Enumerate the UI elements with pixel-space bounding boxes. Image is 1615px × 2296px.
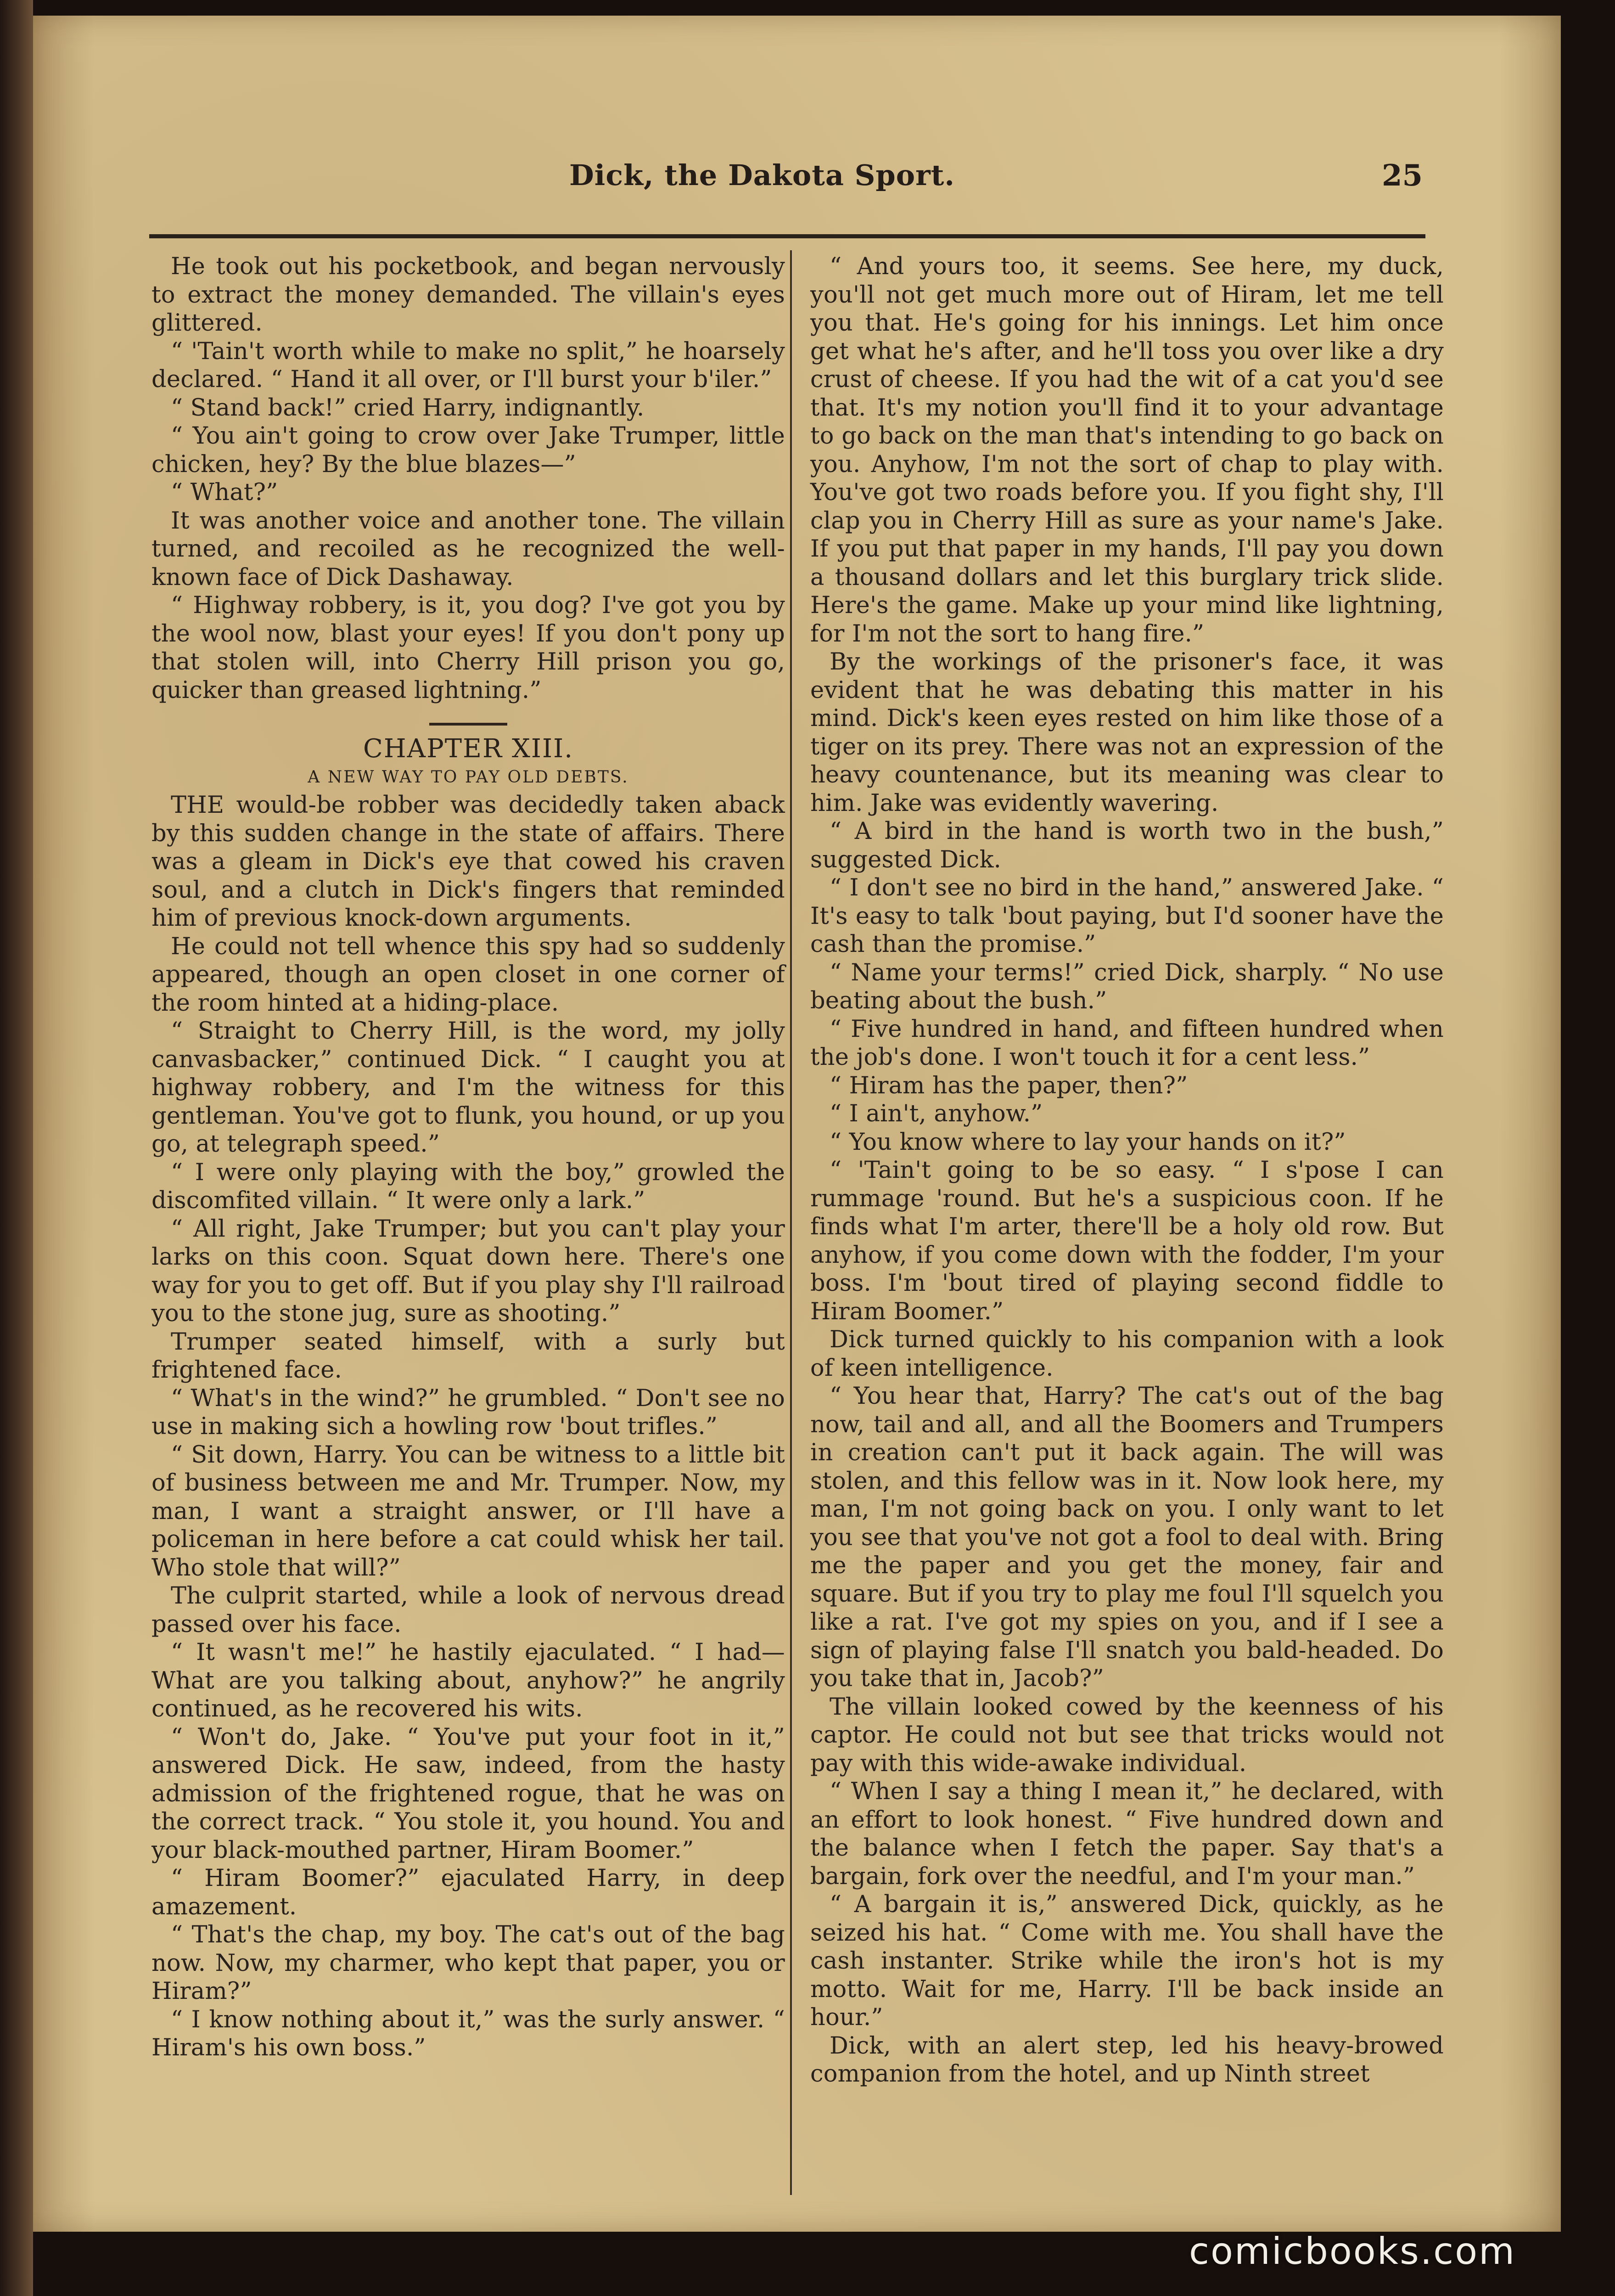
- paragraph: He could not tell whence this spy had so suddenly appeared, though an open closet in one corner of the room hinted at a hiding-place.: [151, 933, 785, 1017]
- paragraph: “ All right, Jake Trumper; but you can't play your larks on this coon. Squat down here. There's one way for you to get off. But if you play shy I'll railroad you to the stone jug, sure as shooting.”: [151, 1215, 785, 1327]
- paragraph: Trumper seated himself, with a surly but frightened face.: [151, 1328, 785, 1384]
- paragraph: “ Stand back!” cried Harry, indignantly.: [171, 394, 645, 422]
- paragraph: “ Hiram has the paper, then?”: [830, 1072, 1188, 1099]
- paragraph: “ What's in the wind?” he grumbled. “ Don't see no use in making sich a howling row 'bout trifles.”: [151, 1384, 785, 1440]
- paragraph: “ 'Tain't worth while to make no split,” he hoarsely declared. “ Hand it all over, or I'll burst your b'iler.”: [151, 338, 785, 393]
- paragraph: Dick turned quickly to his companion with a look of keen intelligence.: [810, 1326, 1444, 1382]
- chapter-subtitle: A NEW WAY TO PAY OLD DEBTS.: [308, 767, 629, 787]
- book-spine-edge: [0, 0, 33, 2296]
- left-column: [151, 253, 785, 2181]
- chapter-title: CHAPTER XIII.: [363, 734, 574, 764]
- paragraph: “ When I say a thing I mean it,” he declared, with an effort to look honest. “ Five hundred down and the balance when I fetch the paper. Say that's a bargain, fork over the needful, and I'm your man.”: [810, 1778, 1444, 1890]
- paragraph: “ 'Tain't going to be so easy. “ I s'pose I can rummage 'round. But he's a suspicious coon. If he finds what I'm arter, there'll be a holy old row. But anyhow, if you come down with the fodder, I'm your boss. I'm 'bout tired of playing second fiddle to Hiram Boomer.”: [810, 1157, 1444, 1325]
- paragraph: “ And yours too, it seems. See here, my duck, you'll not get much more out of Hiram, let me tell you that. He's going for his innings. Let him once get what he's after, and he'll toss you over like a dry crust of cheese. If you had the wit of a cat you'd see that. It's my notion you'll find it to your advantage to go back on the man that's intending to go back on you. Anyhow, I'm not the sort of chap to play with. You've got two roads before you. If you fight shy, I'll clap you in Cherry Hill as sure as your name's Jake. If you put that paper in my hands, I'll pay you down a thousand dollars and let this burglary trick slide. Here's the game. Make up your mind like lightning, for I'm not the sort to hang fire.”: [810, 253, 1444, 647]
- paragraph: Dick, with an alert step, led his heavy-browed companion from the hotel, and up Ninth street: [810, 2032, 1444, 2088]
- paragraph: The villain looked cowed by the keenness of his captor. He could not but see that tricks would not pay with this wide-awake individual.: [810, 1693, 1444, 1777]
- paragraph: “ I ain't, anyhow.”: [830, 1100, 1043, 1127]
- paragraph: “ Sit down, Harry. You can be witness to a little bit of business between me and Mr. Trumper. Now, my man, I want a straight answer, or I'll have a policeman in here before a cat could whisk her tail. Who stole that will?”: [151, 1441, 785, 1581]
- running-title: Dick, the Dakota Sport.: [569, 158, 955, 192]
- paragraph: “ I don't see no bird in the hand,” answered Jake. “ It's easy to talk 'bout paying, but I'd sooner have the cash than the promise.”: [810, 874, 1444, 958]
- paragraph: “ Name your terms!” cried Dick, sharply. “ No use beating about the bush.”: [810, 959, 1444, 1014]
- paragraph: THE would-be robber was decidedly taken aback by this sudden change in the state of affairs. There was a gleam in Dick's eye that cowed his craven soul, and a clutch in Dick's fingers that reminded him of previous knock-down arguments.: [151, 792, 785, 932]
- page-number: 25: [1382, 158, 1423, 193]
- paragraph: “ You ain't going to crow over Jake Trumper, little chicken, hey? By the blue blazes—”: [151, 422, 785, 478]
- paragraph: “ Highway robbery, is it, you dog? I've got you by the wool now, blast your eyes! If you don't pony up that stolen will, into Cherry Hill prison you go, quicker than greased lightning.”: [151, 592, 785, 704]
- paragraph: “ Straight to Cherry Hill, is the word, my jolly canvasbacker,” continued Dick. “ I caught you at highway robbery, and I'm the witness for this gentleman. You've got to flunk, you hound, or up you go, at telegraph speed.”: [151, 1018, 785, 1158]
- paragraph: He took out his pocketbook, and began nervously to extract the money demanded. The villain's eyes glittered.: [151, 253, 785, 337]
- chapter-rule: [429, 723, 507, 726]
- paragraph: The culprit started, while a look of nervous dread passed over his face.: [151, 1582, 785, 1638]
- paragraph: By the workings of the prisoner's face, it was evident that he was debating this matter in his mind. Dick's keen eyes rested on him like those of a tiger on its prey. There was not an expression of the heavy countenance, but its meaning was clear to him. Jake was evidently wavering.: [810, 648, 1444, 817]
- paragraph: “ You know where to lay your hands on it?”: [830, 1128, 1346, 1156]
- paragraph: “ A bargain it is,” answered Dick, quickly, as he seized his hat. “ Come with me. You shall have the cash instanter. Strike while the iron's hot is my motto. Wait for me, Harry. I'll be back inside an hour.”: [810, 1891, 1444, 2031]
- paragraph: “ What?”: [171, 479, 278, 506]
- column-divider: [790, 250, 792, 2195]
- paragraph: “ It wasn't me!” he hastily ejaculated. “ I had— What are you talking about, anyhow?” he angrily continued, as he recovered his wits.: [151, 1639, 785, 1722]
- paragraph: “ Won't do, Jake. “ You've put your foot in it,” answered Dick. He saw, indeed, from the hasty admission of the frightened rogue, that he was on the correct track. “ You stole it, you hound. You and your black-mouthed partner, Hiram Boomer.”: [151, 1723, 785, 1864]
- paragraph: “ A bird in the hand is worth two in the bush,” suggested Dick.: [810, 818, 1444, 873]
- paragraph: “ You hear that, Harry? The cat's out of the bag now, tail and all, and all the Boomers and Trumpers in creation can't put it back again. The will was stolen, and this fellow was in it. Now look here, my man, I'm not going back on you. I only want to let you see that you've not got a fool to deal with. Bring me the paper and you get the money, fair and square. But if you try to play me foul I'll squelch you like a rat. I've got my spies on you, and if I see a sign of playing false I'll snatch you bald-headed. Do you take that in, Jacob?”: [810, 1383, 1444, 1692]
- paragraph: “ I know nothing about it,” was the surly answer. “ Hiram's his own boss.”: [151, 2006, 785, 2061]
- paragraph: “ That's the chap, my boy. The cat's out of the bag now. Now, my charmer, who kept that paper, you or Hiram?”: [151, 1921, 785, 2005]
- paragraph: It was another voice and another tone. The villain turned, and recoiled as he recognized the well-known face of Dick Dashaway.: [151, 507, 785, 591]
- paragraph: “ Hiram Boomer?” ejaculated Harry, in deep amazement.: [151, 1865, 785, 1920]
- paragraph: “ I were only playing with the boy,” growled the discomfited villain. “ It were only a lark.”: [151, 1159, 785, 1214]
- right-column: [810, 253, 1444, 2181]
- header-rule: [149, 234, 1425, 238]
- site-watermark: comicbooks.com: [1189, 2230, 1516, 2273]
- paragraph: “ Five hundred in hand, and fifteen hundred when the job's done. I won't touch it for a cent less.”: [810, 1015, 1444, 1071]
